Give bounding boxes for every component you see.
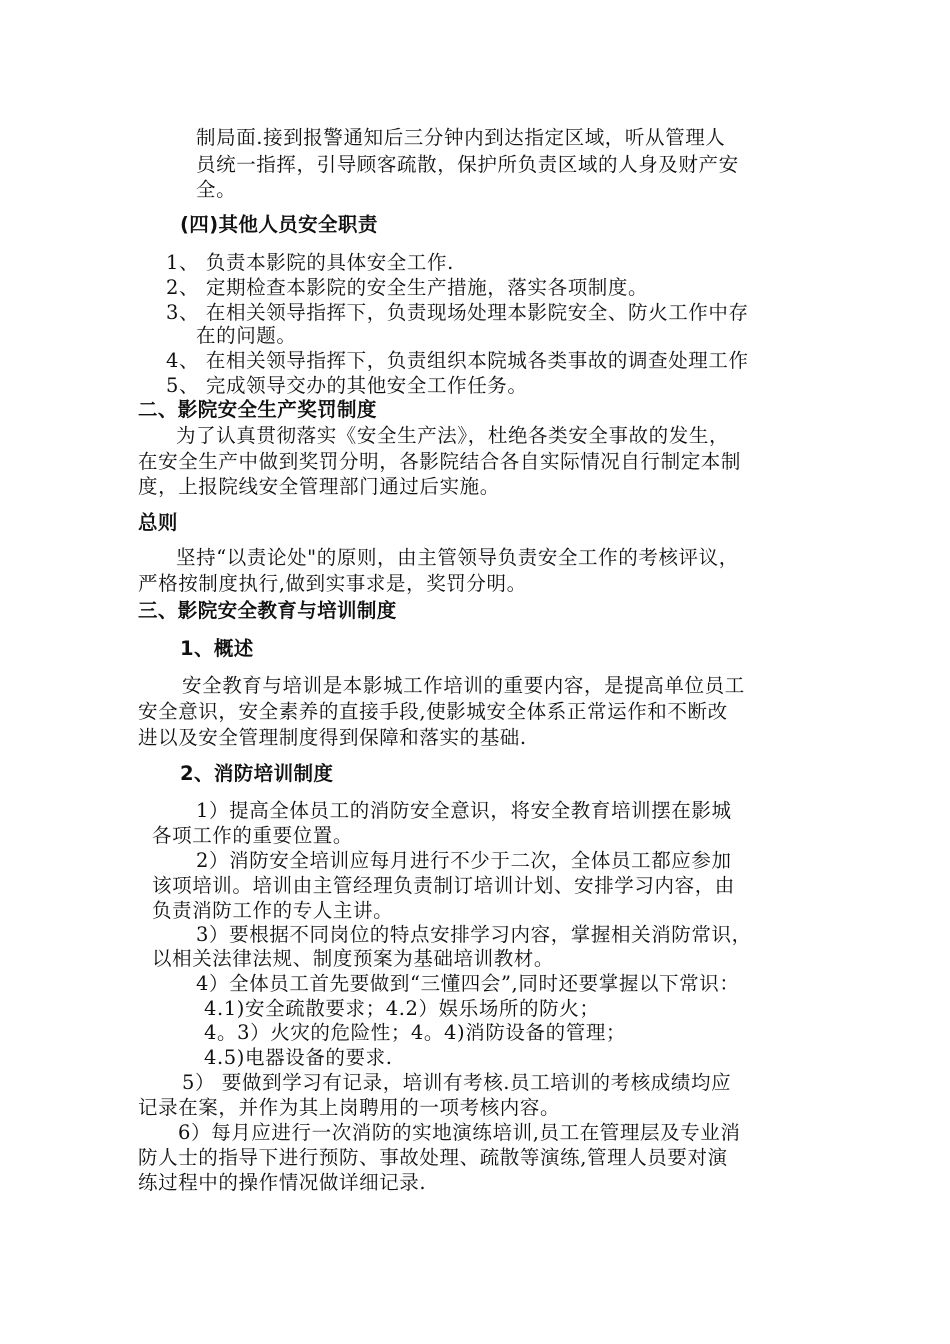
text-line: 记录在案，并作为其上岗聘用的一项考核内容。 [138,1096,561,1119]
text-line: 6）每月应进行一次消防的实地演练培训,员工在管理层及专业消 [178,1121,741,1144]
list-item: 2、 定期检查本影院的安全生产措施，落实各项制度。 [166,276,649,299]
text-line: 4。3）火灾的危险性；4。4)消防设备的管理； [204,1021,627,1044]
text-line: 在的问题。 [196,324,297,347]
list-item: 3、 在相关领导指挥下，负责现场处理本影院安全、防火工作中存 [166,301,749,324]
text-line: 严格按制度执行,做到实事求是，奖罚分明。 [138,572,527,595]
text-line: 4）全体员工首先要做到“三懂四会”,同时还要掌握以下常识： [196,972,740,995]
text-line: 4.1)安全疏散要求；4.2）娱乐场所的防火； [204,997,600,1020]
text-line: 安全教育与培训是本影城工作培训的重要内容，是提高单位员工 [182,674,745,697]
text-line: 该项培训。培训由主管经理负责制订培训计划、安排学习内容，由 [152,874,735,897]
text-line: 3）要根据不同岗位的特点安排学习内容，掌握相关消防常识， [196,923,752,946]
text-line: 坚持“以责论处"的原则，由主管领导负责安全工作的考核评议， [176,546,739,569]
text-line: 防人士的指导下进行预防、事故处理、疏散等演练,管理人员要对演 [138,1146,728,1169]
section-heading: (四)其他人员安全职责 [180,213,378,236]
text-line: 员统一指挥，引导顾客疏散，保护所负责区域的人身及财产安 [196,153,739,176]
text-line: 为了认真贯彻落实《安全生产法》，杜绝各类安全事故的发生， [176,424,730,447]
text-line: 制局面.接到报警通知后三分钟内到达指定区域，听从管理人 [196,126,726,149]
section-heading: 总则 [138,511,178,534]
text-line: 度，上报院线安全管理部门通过后实施。 [138,475,500,498]
text-line: 全。 [196,178,237,201]
list-item: 5、 完成领导交办的其他安全工作任务。 [166,374,528,397]
text-line: 练过程中的操作情况做详细记录. [138,1171,427,1194]
subsection-heading: 2、消防培训制度 [180,762,334,785]
section-heading: 三、影院安全教育与培训制度 [138,599,397,622]
list-item: 4、 在相关领导指挥下，负责组织本院城各类事故的调查处理工作 [166,349,749,372]
text-line: 2）消防安全培训应每月进行不少于二次，全体员工都应参加 [196,849,732,872]
subsection-heading: 1、概述 [180,637,254,660]
section-heading: 二、影院安全生产奖罚制度 [138,398,377,421]
text-line: 以相关法律法规、制度预案为基础培训教材。 [152,947,555,970]
text-line: 负责消防工作的专人主讲。 [152,899,394,922]
text-line: 5） 要做到学习有记录，培训有考核.员工培训的考核成绩均应 [182,1071,732,1094]
text-line: 进以及安全管理制度得到保障和落实的基础. [138,726,527,749]
text-line: 1）提高全体员工的消防安全意识，将安全教育培训摆在影城 [196,799,732,822]
list-item: 1、 负责本影院的具体安全工作. [166,251,454,274]
text-line: 安全意识，安全素养的直接手段,使影城安全体系正常运作和不断改 [138,700,728,723]
text-line: 4.5)电器设备的要求. [204,1046,393,1069]
text-line: 在安全生产中做到奖罚分明，各影院结合各自实际情况自行制定本制 [138,450,742,473]
text-line: 各项工作的重要位置。 [152,824,354,847]
